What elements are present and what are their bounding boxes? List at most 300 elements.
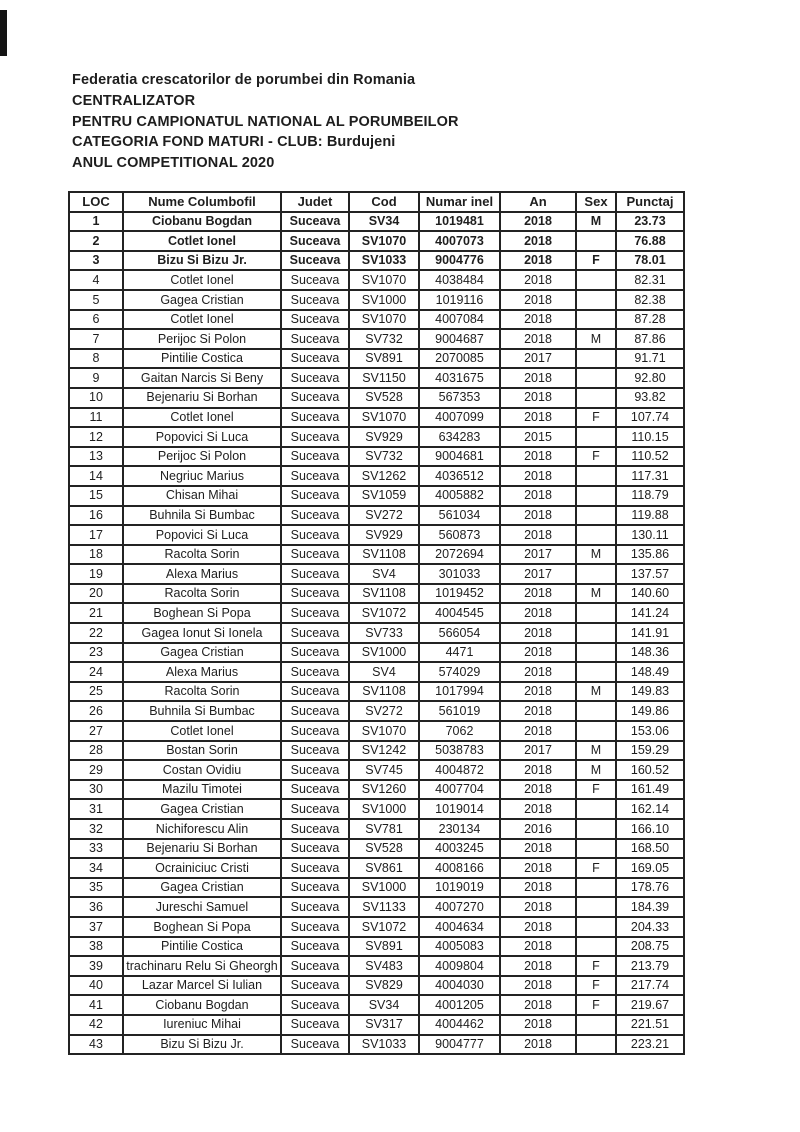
cell-cod: SV732 [349, 447, 419, 467]
cell-sex [576, 819, 616, 839]
cell-sex [576, 643, 616, 663]
cell-sex [576, 1015, 616, 1035]
table-row [69, 760, 684, 780]
cell-punctaj: 219.67 [616, 995, 684, 1015]
cell-name: Bejenariu Si Borhan [123, 839, 281, 859]
cell-an: 2018 [500, 231, 576, 251]
header-line-organization: Federatia crescatorilor de porumbei din Romania [72, 72, 416, 88]
cell-sex [576, 721, 616, 741]
cell-loc: 21 [69, 603, 123, 623]
cell-judet: Suceava [281, 937, 349, 957]
cell-punctaj: 110.52 [616, 447, 684, 467]
cell-punctaj: 118.79 [616, 486, 684, 506]
results-table-header [69, 192, 684, 212]
cell-loc: 43 [69, 1035, 123, 1055]
column-header-cod: Cod [349, 192, 419, 212]
cell-name: Cotlet Ionel [123, 270, 281, 290]
cell-sex: F [576, 995, 616, 1015]
cell-punctaj: 141.91 [616, 623, 684, 643]
cell-an: 2018 [500, 466, 576, 486]
cell-inel: 1017994 [419, 682, 500, 702]
cell-loc: 32 [69, 819, 123, 839]
cell-an: 2018 [500, 584, 576, 604]
cell-cod: SV34 [349, 212, 419, 232]
header-line-championship: PENTRU CAMPIONATUL NATIONAL AL PORUMBEILOR [72, 113, 459, 130]
cell-punctaj: 160.52 [616, 760, 684, 780]
cell-inel: 566054 [419, 623, 500, 643]
cell-punctaj: 117.31 [616, 466, 684, 486]
cell-an: 2018 [500, 486, 576, 506]
cell-an: 2018 [500, 623, 576, 643]
cell-cod: SV1072 [349, 917, 419, 937]
cell-judet: Suceava [281, 995, 349, 1015]
cell-name: Bizu Si Bizu Jr. [123, 251, 281, 271]
cell-cod: SV1108 [349, 682, 419, 702]
cell-name: Pintilie Costica [123, 349, 281, 369]
cell-punctaj: 82.38 [616, 290, 684, 310]
cell-judet: Suceava [281, 368, 349, 388]
cell-cod: SV1108 [349, 545, 419, 565]
column-header-inel: Numar inel [419, 192, 500, 212]
cell-cod: SV1000 [349, 643, 419, 663]
cell-loc: 11 [69, 408, 123, 428]
cell-name: Gaitan Narcis Si Beny [123, 368, 281, 388]
cell-name: Costan Ovidiu [123, 760, 281, 780]
cell-an: 2018 [500, 212, 576, 232]
cell-inel: 561019 [419, 701, 500, 721]
cell-punctaj: 135.86 [616, 545, 684, 565]
cell-loc: 18 [69, 545, 123, 565]
cell-cod: SV745 [349, 760, 419, 780]
cell-sex [576, 1035, 616, 1055]
table-row [69, 506, 684, 526]
table-row [69, 466, 684, 486]
cell-judet: Suceava [281, 819, 349, 839]
cell-inel: 4038484 [419, 270, 500, 290]
cell-inel: 4001205 [419, 995, 500, 1015]
cell-loc: 2 [69, 231, 123, 251]
cell-punctaj: 159.29 [616, 741, 684, 761]
table-row [69, 799, 684, 819]
table-row [69, 310, 684, 330]
cell-punctaj: 153.06 [616, 721, 684, 741]
cell-cod: SV4 [349, 564, 419, 584]
table-row [69, 995, 684, 1015]
header-line-centralizator: CENTRALIZATOR [72, 92, 196, 109]
cell-judet: Suceava [281, 290, 349, 310]
cell-name: Boghean Si Popa [123, 603, 281, 623]
cell-judet: Suceava [281, 408, 349, 428]
cell-punctaj: 223.21 [616, 1035, 684, 1055]
table-row [69, 486, 684, 506]
cell-sex: F [576, 956, 616, 976]
cell-sex [576, 799, 616, 819]
cell-judet: Suceava [281, 310, 349, 330]
cell-loc: 8 [69, 349, 123, 369]
cell-inel: 4005882 [419, 486, 500, 506]
cell-punctaj: 217.74 [616, 976, 684, 996]
column-header-an: An [500, 192, 576, 212]
cell-loc: 15 [69, 486, 123, 506]
cell-sex: F [576, 858, 616, 878]
cell-sex [576, 388, 616, 408]
table-row [69, 917, 684, 937]
cell-sex: M [576, 682, 616, 702]
cell-loc: 40 [69, 976, 123, 996]
cell-an: 2018 [500, 897, 576, 917]
cell-inel: 9004681 [419, 447, 500, 467]
cell-inel: 4036512 [419, 466, 500, 486]
cell-judet: Suceava [281, 701, 349, 721]
cell-cod: SV1000 [349, 799, 419, 819]
cell-cod: SV929 [349, 427, 419, 447]
cell-an: 2018 [500, 780, 576, 800]
cell-name: trachinaru Relu Si Gheorgh [123, 956, 281, 976]
cell-cod: SV1000 [349, 878, 419, 898]
cell-inel: 4005083 [419, 937, 500, 957]
cell-punctaj: 140.60 [616, 584, 684, 604]
cell-punctaj: 93.82 [616, 388, 684, 408]
header-line-category-club: CATEGORIA FOND MATURI - CLUB: Burdujeni [72, 134, 396, 151]
cell-sex: M [576, 741, 616, 761]
cell-loc: 10 [69, 388, 123, 408]
cell-inel: 4031675 [419, 368, 500, 388]
cell-loc: 24 [69, 662, 123, 682]
cell-sex [576, 662, 616, 682]
cell-name: Alexa Marius [123, 662, 281, 682]
cell-loc: 3 [69, 251, 123, 271]
cell-judet: Suceava [281, 525, 349, 545]
cell-punctaj: 166.10 [616, 819, 684, 839]
cell-punctaj: 87.86 [616, 329, 684, 349]
cell-inel: 560873 [419, 525, 500, 545]
cell-an: 2018 [500, 251, 576, 271]
cell-inel: 1019019 [419, 878, 500, 898]
cell-loc: 23 [69, 643, 123, 663]
cell-sex [576, 525, 616, 545]
cell-an: 2018 [500, 388, 576, 408]
cell-cod: SV861 [349, 858, 419, 878]
cell-loc: 20 [69, 584, 123, 604]
table-row [69, 564, 684, 584]
cell-sex [576, 917, 616, 937]
cell-inel: 4004634 [419, 917, 500, 937]
cell-loc: 4 [69, 270, 123, 290]
cell-name: Cotlet Ionel [123, 310, 281, 330]
cell-inel: 2072694 [419, 545, 500, 565]
cell-name: Ciobanu Bogdan [123, 212, 281, 232]
cell-sex [576, 839, 616, 859]
cell-judet: Suceava [281, 721, 349, 741]
cell-inel: 574029 [419, 662, 500, 682]
cell-cod: SV528 [349, 839, 419, 859]
cell-name: Boghean Si Popa [123, 917, 281, 937]
cell-punctaj: 110.15 [616, 427, 684, 447]
cell-judet: Suceava [281, 878, 349, 898]
header-row [69, 192, 684, 212]
cell-sex: F [576, 976, 616, 996]
table-row [69, 212, 684, 232]
cell-inel: 567353 [419, 388, 500, 408]
cell-loc: 12 [69, 427, 123, 447]
cell-cod: SV781 [349, 819, 419, 839]
cell-judet: Suceava [281, 799, 349, 819]
cell-an: 2018 [500, 937, 576, 957]
cell-loc: 6 [69, 310, 123, 330]
table-row [69, 878, 684, 898]
table-row [69, 427, 684, 447]
cell-cod: SV1033 [349, 251, 419, 271]
cell-name: Racolta Sorin [123, 584, 281, 604]
cell-name: Popovici Si Luca [123, 427, 281, 447]
cell-sex [576, 466, 616, 486]
cell-inel: 1019116 [419, 290, 500, 310]
cell-punctaj: 23.73 [616, 212, 684, 232]
cell-cod: SV272 [349, 506, 419, 526]
cell-judet: Suceava [281, 682, 349, 702]
table-row [69, 741, 684, 761]
cell-name: Iureniuc Mihai [123, 1015, 281, 1035]
table-row [69, 525, 684, 545]
cell-judet: Suceava [281, 270, 349, 290]
cell-cod: SV1033 [349, 1035, 419, 1055]
cell-judet: Suceava [281, 231, 349, 251]
cell-cod: SV1072 [349, 603, 419, 623]
table-row [69, 819, 684, 839]
cell-judet: Suceava [281, 447, 349, 467]
cell-an: 2018 [500, 799, 576, 819]
cell-name: Racolta Sorin [123, 545, 281, 565]
cell-an: 2018 [500, 662, 576, 682]
cell-an: 2018 [500, 368, 576, 388]
cell-punctaj: 130.11 [616, 525, 684, 545]
cell-punctaj: 76.88 [616, 231, 684, 251]
cell-judet: Suceava [281, 780, 349, 800]
cell-an: 2016 [500, 819, 576, 839]
cell-loc: 35 [69, 878, 123, 898]
cell-an: 2018 [500, 839, 576, 859]
cell-judet: Suceava [281, 897, 349, 917]
cell-an: 2018 [500, 858, 576, 878]
cell-loc: 38 [69, 937, 123, 957]
cell-judet: Suceava [281, 623, 349, 643]
cell-inel: 1019481 [419, 212, 500, 232]
cell-inel: 634283 [419, 427, 500, 447]
cell-cod: SV34 [349, 995, 419, 1015]
cell-judet: Suceava [281, 603, 349, 623]
cell-an: 2018 [500, 408, 576, 428]
column-header-loc: LOC [69, 192, 123, 212]
document-header [72, 70, 459, 174]
cell-punctaj: 148.49 [616, 662, 684, 682]
cell-an: 2018 [500, 878, 576, 898]
cell-judet: Suceava [281, 506, 349, 526]
table-row [69, 231, 684, 251]
cell-judet: Suceava [281, 662, 349, 682]
cell-punctaj: 137.57 [616, 564, 684, 584]
cell-cod: SV733 [349, 623, 419, 643]
cell-inel: 1019452 [419, 584, 500, 604]
cell-cod: SV1262 [349, 466, 419, 486]
cell-an: 2018 [500, 506, 576, 526]
cell-judet: Suceava [281, 486, 349, 506]
cell-loc: 5 [69, 290, 123, 310]
cell-punctaj: 149.86 [616, 701, 684, 721]
cell-judet: Suceava [281, 741, 349, 761]
cell-punctaj: 184.39 [616, 897, 684, 917]
cell-judet: Suceava [281, 956, 349, 976]
cell-judet: Suceava [281, 427, 349, 447]
cell-sex: F [576, 780, 616, 800]
cell-name: Nichiforescu Alin [123, 819, 281, 839]
cell-sex [576, 231, 616, 251]
cell-name: Racolta Sorin [123, 682, 281, 702]
cell-name: Gagea Cristian [123, 643, 281, 663]
cell-inel: 9004776 [419, 251, 500, 271]
cell-sex [576, 506, 616, 526]
cell-cod: SV1108 [349, 584, 419, 604]
cell-name: Mazilu Timotei [123, 780, 281, 800]
cell-an: 2018 [500, 310, 576, 330]
cell-punctaj: 221.51 [616, 1015, 684, 1035]
table-row [69, 643, 684, 663]
table-row [69, 368, 684, 388]
table-row [69, 897, 684, 917]
cell-an: 2018 [500, 956, 576, 976]
cell-name: Pintilie Costica [123, 937, 281, 957]
cell-punctaj: 82.31 [616, 270, 684, 290]
table-row [69, 937, 684, 957]
cell-cod: SV1150 [349, 368, 419, 388]
cell-punctaj: 149.83 [616, 682, 684, 702]
cell-judet: Suceava [281, 584, 349, 604]
cell-punctaj: 178.76 [616, 878, 684, 898]
cell-sex [576, 486, 616, 506]
cell-sex: M [576, 212, 616, 232]
cell-an: 2018 [500, 682, 576, 702]
cell-inel: 4007270 [419, 897, 500, 917]
cell-cod: SV732 [349, 329, 419, 349]
cell-loc: 25 [69, 682, 123, 702]
table-row [69, 447, 684, 467]
cell-sex [576, 368, 616, 388]
cell-inel: 4004545 [419, 603, 500, 623]
cell-loc: 27 [69, 721, 123, 741]
cell-inel: 4004872 [419, 760, 500, 780]
cell-sex: F [576, 251, 616, 271]
cell-sex [576, 270, 616, 290]
table-row [69, 682, 684, 702]
cell-cod: SV1070 [349, 721, 419, 741]
cell-judet: Suceava [281, 917, 349, 937]
cell-name: Gagea Cristian [123, 290, 281, 310]
table-row [69, 1035, 684, 1055]
cell-an: 2018 [500, 270, 576, 290]
cell-loc: 17 [69, 525, 123, 545]
cell-judet: Suceava [281, 564, 349, 584]
cell-cod: SV1260 [349, 780, 419, 800]
cell-name: Popovici Si Luca [123, 525, 281, 545]
cell-name: Gagea Ionut Si Ionela [123, 623, 281, 643]
cell-punctaj: 162.14 [616, 799, 684, 819]
cell-loc: 33 [69, 839, 123, 859]
cell-loc: 31 [69, 799, 123, 819]
cell-inel: 4007704 [419, 780, 500, 800]
cell-inel: 4007099 [419, 408, 500, 428]
cell-cod: SV1070 [349, 270, 419, 290]
table-row [69, 839, 684, 859]
cell-sex [576, 310, 616, 330]
cell-cod: SV272 [349, 701, 419, 721]
cell-name: Perijoc Si Polon [123, 447, 281, 467]
cell-loc: 14 [69, 466, 123, 486]
cell-inel: 4009804 [419, 956, 500, 976]
cell-inel: 301033 [419, 564, 500, 584]
cell-cod: SV929 [349, 525, 419, 545]
cell-name: Perijoc Si Polon [123, 329, 281, 349]
cell-punctaj: 204.33 [616, 917, 684, 937]
cell-punctaj: 168.50 [616, 839, 684, 859]
results-table [68, 191, 685, 1055]
cell-sex [576, 937, 616, 957]
column-header-punctaj: Punctaj [616, 192, 684, 212]
table-row [69, 329, 684, 349]
cell-an: 2018 [500, 701, 576, 721]
cell-sex: M [576, 584, 616, 604]
cell-an: 2017 [500, 564, 576, 584]
cell-sex [576, 427, 616, 447]
table-row [69, 780, 684, 800]
cell-name: Gagea Cristian [123, 878, 281, 898]
column-header-sex: Sex [576, 192, 616, 212]
cell-name: Gagea Cristian [123, 799, 281, 819]
table-row [69, 388, 684, 408]
table-row [69, 623, 684, 643]
cell-loc: 39 [69, 956, 123, 976]
cell-loc: 26 [69, 701, 123, 721]
cell-an: 2017 [500, 349, 576, 369]
cell-loc: 28 [69, 741, 123, 761]
cell-loc: 16 [69, 506, 123, 526]
cell-punctaj: 91.71 [616, 349, 684, 369]
table-row [69, 603, 684, 623]
cell-sex [576, 603, 616, 623]
cell-punctaj: 87.28 [616, 310, 684, 330]
cell-loc: 29 [69, 760, 123, 780]
cell-sex [576, 349, 616, 369]
cell-sex [576, 290, 616, 310]
cell-loc: 9 [69, 368, 123, 388]
table-row [69, 858, 684, 878]
cell-sex [576, 623, 616, 643]
cell-cod: SV1059 [349, 486, 419, 506]
cell-cod: SV1133 [349, 897, 419, 917]
results-table-body [69, 212, 684, 1055]
table-row [69, 408, 684, 428]
cell-loc: 37 [69, 917, 123, 937]
cell-inel: 2070085 [419, 349, 500, 369]
cell-punctaj: 161.49 [616, 780, 684, 800]
cell-inel: 4003245 [419, 839, 500, 859]
cell-cod: SV829 [349, 976, 419, 996]
cell-judet: Suceava [281, 976, 349, 996]
table-row [69, 290, 684, 310]
cell-punctaj: 213.79 [616, 956, 684, 976]
cell-punctaj: 148.36 [616, 643, 684, 663]
cell-an: 2015 [500, 427, 576, 447]
cell-sex: M [576, 329, 616, 349]
cell-cod: SV891 [349, 937, 419, 957]
